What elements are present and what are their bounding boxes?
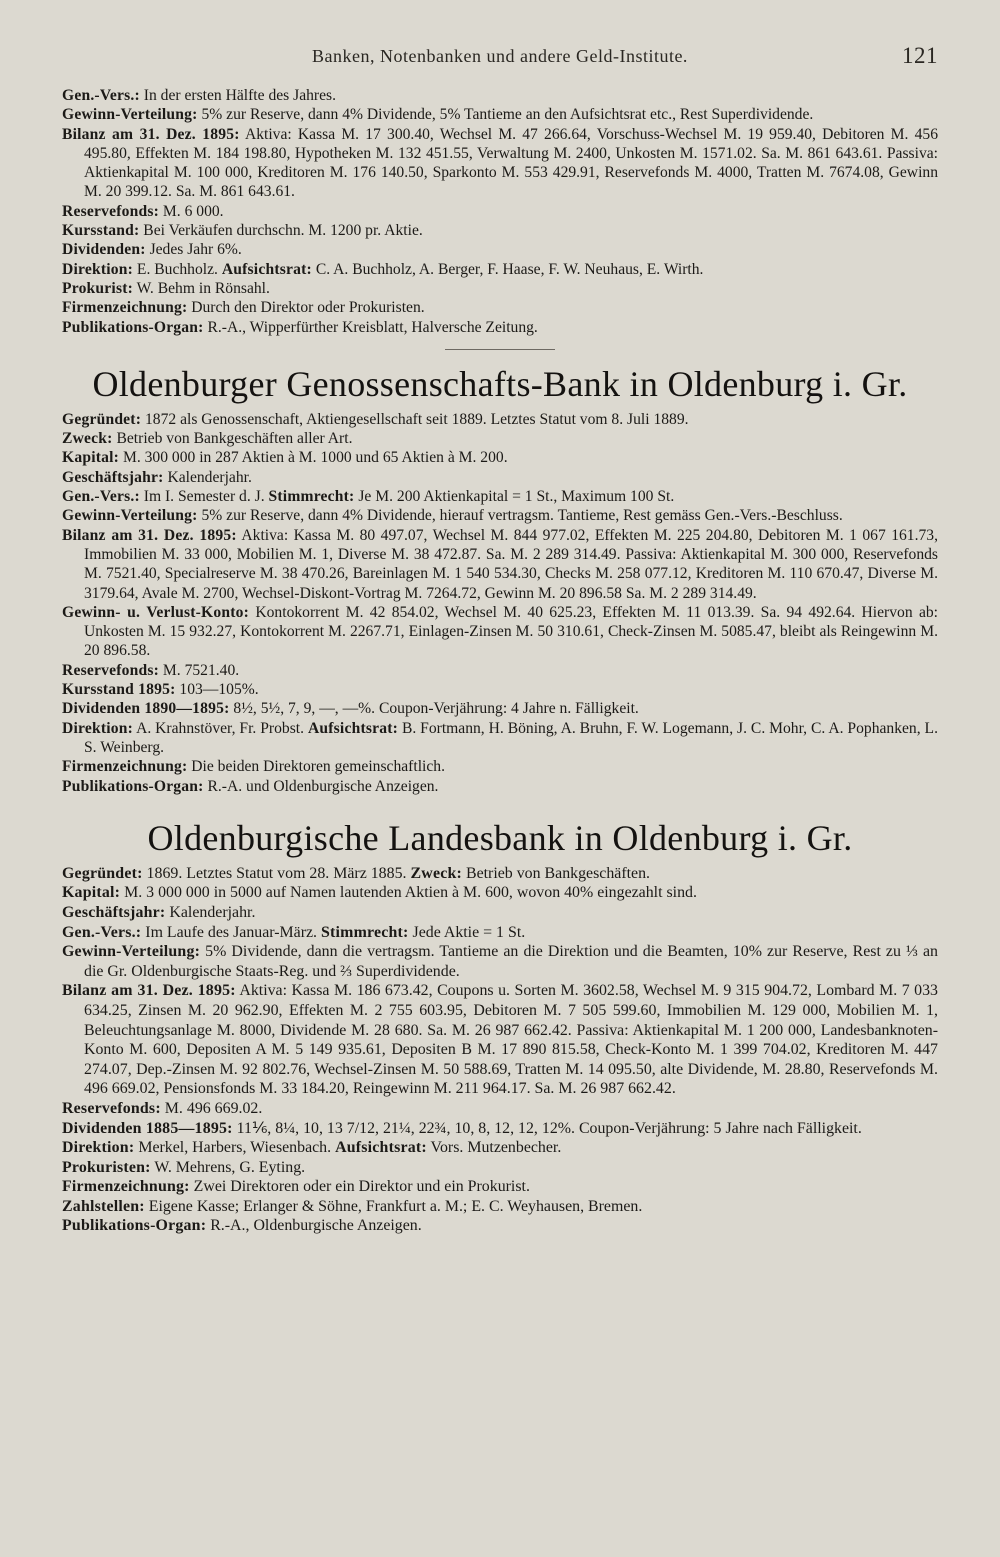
entry-direktion: Direktion: A. Krahnstöver, Fr. Probst. Aufsichtsrat: B. Fortmann, H. Böning, A. Bruhn, F. W. Logemann, J. C. Mohr, C. A. Pophanken, L. S. Weinberg. [62, 719, 938, 756]
entry-direktion: Direktion: Merkel, Harbers, Wiesenbach. Aufsichtsrat: Vors. Mutzenbecher. [62, 1139, 562, 1157]
entry-dividenden: Dividenden 1890—1895: 8½, 5½, 7, 9, —, —%. Coupon-Verjährung: 4 Jahre n. Fälligkeit. [62, 700, 639, 718]
running-head-title: Banken, Notenbanken und andere Geld-Institute. [312, 46, 688, 66]
entry-publikations-organ: Publikations-Organ: R.-A., Oldenburgische Anzeigen. [62, 1217, 422, 1235]
entry-reservefonds: Reservefonds: M. 496 669.02. [62, 1099, 263, 1117]
entry-bilanz: Bilanz am 31. Dez. 1895: Aktiva: Kassa M. 17 300.40, Wechsel M. 47 266.64, Vorschuss-Wechsel M. 19 959.40, Debitoren M. 456 495.80, Effekten M. 184 198.80, Hypotheken M. 132 451.55, Verwaltung M. 2400, Unkosten M. 1571.02. Sa. M. 861 643.61. Passiva: Aktienkapital M. 100 000, Kreditoren M. 176 140.50, Sparkonto M. 553 429.91, Reservefonds M. 4000, Tratten M. 7674.08, Gewinn M. 20 399.12. Sa. M. 861 643.61. [62, 125, 938, 201]
entry-gen-vers: Gen.-Vers.: In der ersten Hälfte des Jahres. [62, 87, 337, 104]
entry-geschaeftsjahr: Geschäftsjahr: Kalenderjahr. [62, 468, 252, 486]
entry-bilanz: Bilanz am 31. Dez. 1895: Aktiva: Kassa M. 186 673.42, Coupons u. Sorten M. 3602.58, Wechsel M. 9 315 904.72, Lombard M. 7 033 634.25, Zinsen M. 20 962.90, Effekten M. 2 755 603.95, Debitoren M. 7 505 599.60, Immobilien M. 129 000, Mobilien M. 1, Beleuchtungsanlage M. 8000, Dividende M. 28 680. Sa. M. 26 987 662.42. Passiva: Aktienkapital M. 1 200 000, Landesbanknoten-Konto M. 600, Depositen A M. 5 149 935.61, Depositen B M. 17 890 815.58, Check-Konto M. 1 399 704.02, Kreditoren M. 447 274.07, Dep.-Zinsen M. 92 802.76, Wechsel-Zinsen M. 50 588.69, Tratten M. 14 095.50, alte Dividende, M. 28.80, Reservefonds M. 496 669.02, Pensionsfonds M. 33 184.20, Reingewinn M. 211 964.17. Sa. M. 26 987 662.42. [62, 982, 938, 1098]
entry-bilanz: Bilanz am 31. Dez. 1895: Aktiva: Kassa M. 80 497.07, Wechsel M. 844 977.02, Effekten M. 225 204.80, Debitoren M. 1 067 161.73, Immobilien M. 33 000, Mobilien M. 1, Diverse M. 38 472.87. Sa. M. 2 289 314.49. Passiva: Aktienkapital M. 300 000, Reservefonds M. 7521.40, Specialreserve M. 38 470.26, Bareinlagen M. 1 540 534.30, Checks M. 258 077.12, Kreditoren M. 110 670.47, Diverse M. 3179.64, Avale M. 2700, Wechsel-Diskont-Vortrag M. 7264.72, Gewinn M. 20 896.58 Sa. M. 2 289 314.49. [62, 526, 938, 602]
entry-gen-vers: Gen.-Vers.: Im I. Semester d. J. Stimmrecht: Je M. 200 Aktienkapital = 1 St., Maximum 100 St. [62, 488, 675, 506]
section-landesbank [62, 818, 938, 1236]
entry-gewinn-verteilung: Gewinn-Verteilung: 5% Dividende, dann die vertragsm. Tantieme an die Direktion und die Beamten, 10% zur Reserve, Rest zu ⅓ an die Gr. Oldenburgische Staats-Reg. und ⅔ Superdividende. [62, 943, 938, 980]
section-divider [445, 349, 555, 350]
section-title: Oldenburger Genossenschafts-Bank in Oldenburg i. Gr. [92, 363, 908, 404]
entry-firmenzeichnung: Firmenzeichnung: Durch den Direktor oder Prokuristen. [62, 299, 425, 317]
section-genossenschafts-bank [62, 364, 938, 796]
entry-prokuristen: Prokuristen: W. Mehrens, G. Eyting. [62, 1158, 306, 1176]
entry-gewinn-verlust-konto: Gewinn- u. Verlust-Konto: Kontokorrent M. 42 854.02, Wechsel M. 40 625.23, Effekten M. 11 013.39. Sa. 94 492.64. Hiervon ab: Unkosten M. 15 932.27, Kontokorrent M. 2267.71, Einlagen-Zinsen M. 50 310.61, Check-Zinsen M. 5085.47, bleibt als Reingewinn M. 20 896.58. [62, 603, 938, 660]
entry-gewinn-verteilung: Gewinn-Verteilung: 5% zur Reserve, dann 4% Dividende, hierauf vertragsm. Tantieme, Rest gemäss Gen.-Vers.-Beschluss. [62, 507, 843, 525]
entry-kapital: Kapital: M. 300 000 in 287 Aktien à M. 1000 und 65 Aktien à M. 200. [62, 449, 508, 467]
entry-direktion: Direktion: E. Buchholz. Aufsichtsrat: C. A. Buchholz, A. Berger, F. Haase, F. W. Neuhaus, E. Wirth. [62, 260, 704, 278]
entry-reservefonds: Reservefonds: M. 6 000. [62, 202, 224, 220]
entry-gen-vers: Gen.-Vers.: Im Laufe des Januar-März. Stimmrecht: Jede Aktie = 1 St. [62, 923, 526, 941]
entry-gegruendet: Gegründet: 1872 als Genossenschaft, Aktiengesellschaft seit 1889. Letztes Statut vom 8. Juli 1889. [62, 410, 689, 428]
entry-kapital: Kapital: M. 3 000 000 in 5000 auf Namen lautenden Aktien à M. 600, wovon 40% eingezahlt sind. [62, 884, 697, 902]
entry-dividenden: Dividenden: Jedes Jahr 6%. [62, 241, 242, 259]
entry-zweck: Zweck: Betrieb von Bankgeschäften aller Art. [62, 430, 353, 448]
entry-publikations-organ: Publikations-Organ: R.-A., Wipperfürther Kreisblatt, Halversche Zeitung. [62, 318, 538, 336]
entry-firmenzeichnung: Firmenzeichnung: Die beiden Direktoren gemeinschaftlich. [62, 758, 445, 776]
entry-firmenzeichnung: Firmenzeichnung: Zwei Direktoren oder ein Direktor und ein Prokurist. [62, 1178, 530, 1196]
entry-dividenden: Dividenden 1885—1895: 11⅙, 8¼, 10, 13 7/12, 21¼, 22¾, 10, 8, 12, 12, 12%. Coupon-Verjährung: 5 Jahre nach Fälligkeit. [62, 1119, 862, 1137]
page-number: 121 [902, 43, 938, 68]
entry-gegruendet: Gegründet: 1869. Letztes Statut vom 28. März 1885. Zweck: Betrieb von Bankgeschäften. [62, 864, 650, 882]
entry-reservefonds: Reservefonds: M. 7521.40. [62, 661, 240, 679]
entry-prokurist: Prokurist: W. Behm in Rönsahl. [62, 279, 270, 297]
entry-publikations-organ: Publikations-Organ: R.-A. und Oldenburgische Anzeigen. [62, 777, 439, 795]
running-head [62, 36, 938, 76]
entry-gewinn-verteilung: Gewinn-Verteilung: 5% zur Reserve, dann 4% Dividende, 5% Tantieme an den Aufsichtsrat etc., Rest Superdividende. [62, 106, 814, 124]
section-continued [62, 86, 938, 337]
entry-zahlstellen: Zahlstellen: Eigene Kasse; Erlanger & Söhne, Frankfurt a. M.; E. C. Weyhausen, Bremen. [62, 1197, 643, 1215]
entry-kursstand: Kursstand: Bei Verkäufen durchschn. M. 1200 pr. Aktie. [62, 222, 423, 240]
section-title: Oldenburgische Landesbank in Oldenburg i. Gr. [147, 817, 853, 858]
entry-kursstand: Kursstand 1895: 103—105%. [62, 681, 259, 699]
entry-geschaeftsjahr: Geschäftsjahr: Kalenderjahr. [62, 903, 256, 921]
